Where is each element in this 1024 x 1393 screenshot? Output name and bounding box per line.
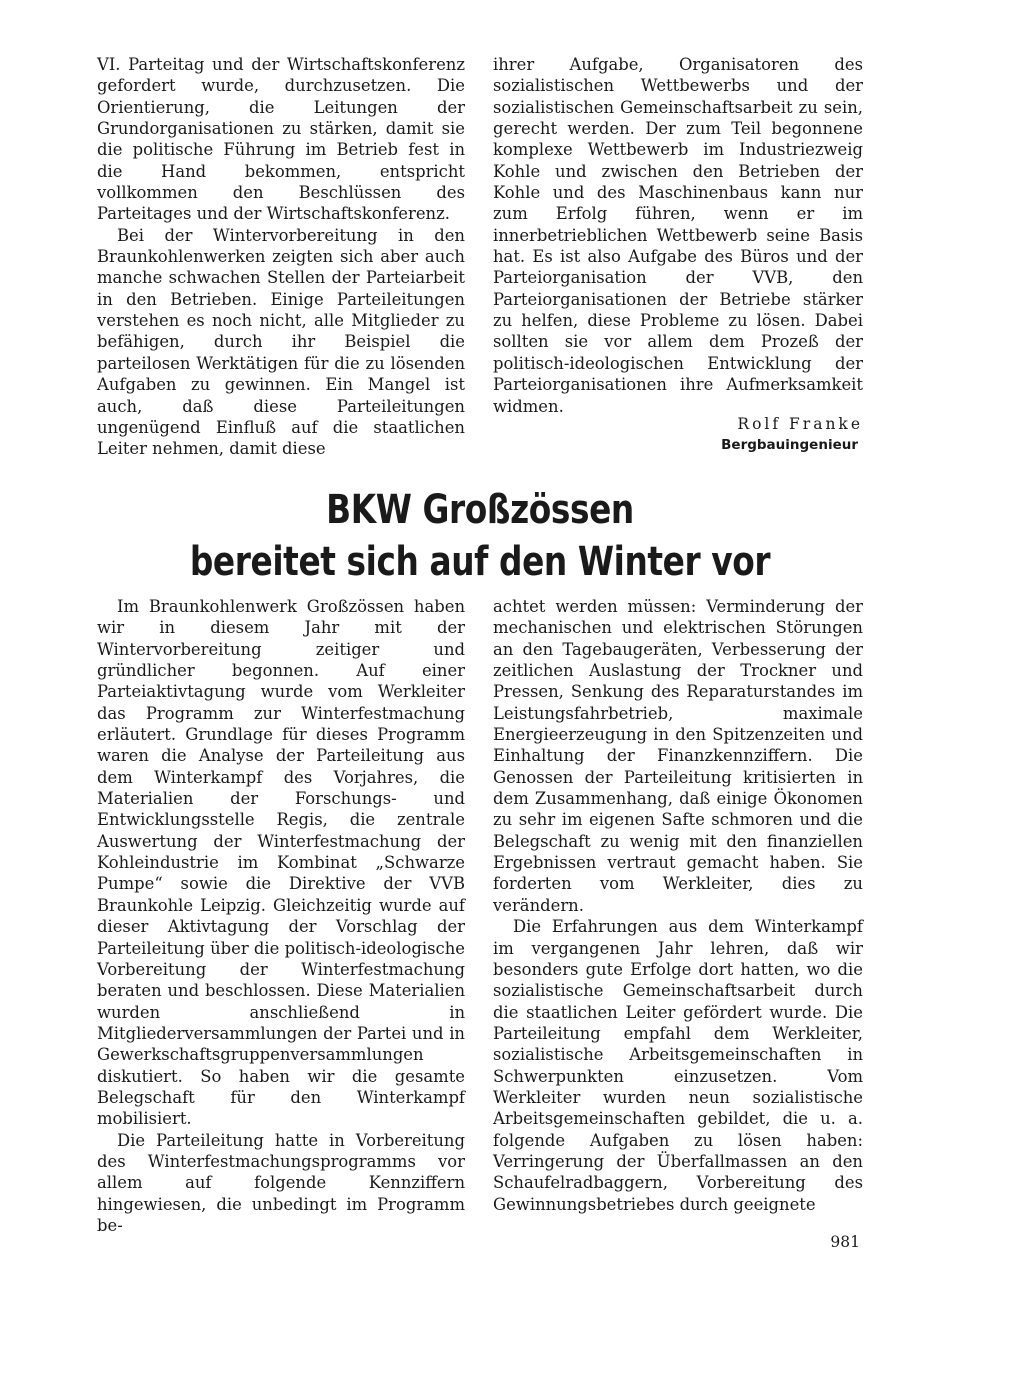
top-left-column: [97, 54, 465, 460]
author-name: Rolf Franke: [737, 415, 863, 433]
headline-line-1: BKW Großzössen: [326, 487, 634, 533]
author-title: Bergbauingenieur: [721, 437, 858, 453]
paragraph: Bei der Wintervorbereitung in den Braunkohlenwerken zeigten sich aber auch manche schwachen Stellen der Parteiarbeit in den Betrieben. Einige Parteileitungen verstehen es noch nicht, alle Mitglieder zu befähigen, durch ihr Beispiel die parteilosen Werktätigen für die zu lösenden Aufgaben zu gewinnen. Ein Mangel ist auch, daß diese Parteileitungen ungenügend Einfluß auf die staatlichen Leiter nehmen, damit diese: [97, 225, 465, 459]
headline-line-2: bereitet sich auf den Winter vor: [189, 539, 771, 585]
paragraph: Die Parteileitung hatte in Vorbereitung des Winterfestmachungsprogramms vor allem auf folgende Kennziffern hingewiesen, die unbedingt im Programm be-: [97, 1130, 465, 1235]
paragraph: VI. Parteitag und der Wirtschaftskonferenz gefordert wurde, durchzusetzen. Die Orientierung, die Leitungen der Grundorganisationen zu stärken, damit sie die politische Führung im Betrieb fest in die Hand bekommen, entspricht vollkommen den Beschlüssen des Parteitages und der Wirtschaftskonferenz.: [97, 55, 465, 224]
article-headline: [160, 484, 800, 588]
paragraph: achtet werden müssen: Verminderung der mechanischen und elektrischen Störungen an den Tagebaugeräten, Verbesserung der zeitlichen Auslastung der Trockner und Pressen, Senkung des Reparaturstandes im Leistungsfahrbetrieb, maximale Energieerzeugung in den Spitzenzeiten und Einhaltung der Finanzkennziffern. Die Genossen der Parteileitung kritisierten in dem Zusammenhang, daß einige Ökonomen zu sehr im eigenen Safte schmoren und die Belegschaft zu wenig mit den finanziellen Ergebnissen vertraut gemacht haben. Sie forderten vom Werkleiter, dies zu verändern.: [493, 597, 863, 915]
body-left-column: [97, 596, 465, 1236]
page-number: 981: [830, 1233, 860, 1251]
top-right-column: [493, 54, 863, 417]
paragraph: Im Braunkohlenwerk Großzössen haben wir in diesem Jahr mit der Wintervorbereitung zeitiger und gründlicher begonnen. Auf einer Parteiaktivtagung wurde vom Werkleiter das Programm zur Winterfestmachung erläutert. Grundlage für dieses Programm waren die Analyse der Parteileitung aus dem Winterkampf des Vorjahres, die Materialien der Forschungs- und Entwicklungsstelle Regis, die zentrale Auswertung der Winterfestmachung der Kohleindustrie im Kombinat „Schwarze Pumpe“ sowie die Direktive der VVB Braunkohle Leipzig. Gleichzeitig wurde auf dieser Aktivtagung der Vorschlag der Parteileitung über die politisch-ideologische Vorbereitung der Winterfestmachung beraten und beschlossen. Diese Materialien wurden anschließend in Mitgliederversammlungen der Partei und in Gewerkschaftsgruppenversammlungen diskutiert. So haben wir die gesamte Belegschaft für den Winterkampf mobilisiert.: [97, 597, 465, 1129]
body-right-column: [493, 596, 863, 1215]
paragraph: ihrer Aufgabe, Organisatoren des sozialistischen Wettbewerbs und der sozialistischen Gemeinschaftsarbeit zu sein, gerecht werden. Der zum Teil begonnene komplexe Wettbewerb im Industriezweig Kohle und zwischen den Betrieben der Kohle und des Maschinenbaus kann nur zum Erfolg führen, wenn er im innerbetrieblichen Wettbewerb seine Basis hat. Es ist also Aufgabe des Büros und der Parteiorganisation der VVB, den Parteiorganisationen der Betriebe stärker zu helfen, diese Probleme zu lösen. Dabei sollten sie vor allem dem Prozeß der politisch-ideologischen Entwicklung der Parteiorganisationen ihre Aufmerksamkeit widmen.: [493, 55, 863, 416]
paragraph: Die Erfahrungen aus dem Winterkampf im vergangenen Jahr lehren, daß wir besonders gute Erfolge dort hatten, wo die sozialistische Gemeinschaftsarbeit durch die staatlichen Leiter gefördert wurde. Die Parteileitung empfahl dem Werkleiter, sozialistische Arbeitsgemeinschaften in Schwerpunkten einzusetzen. Vom Werkleiter wurden neun sozialistische Arbeitsgemeinschaften gebildet, die u. a. folgende Aufgaben zu lösen haben: Verringerung der Überfallmassen an den Schaufelradbaggern, Vorbereitung des Gewinnungsbetriebes durch geeignete: [493, 917, 863, 1214]
